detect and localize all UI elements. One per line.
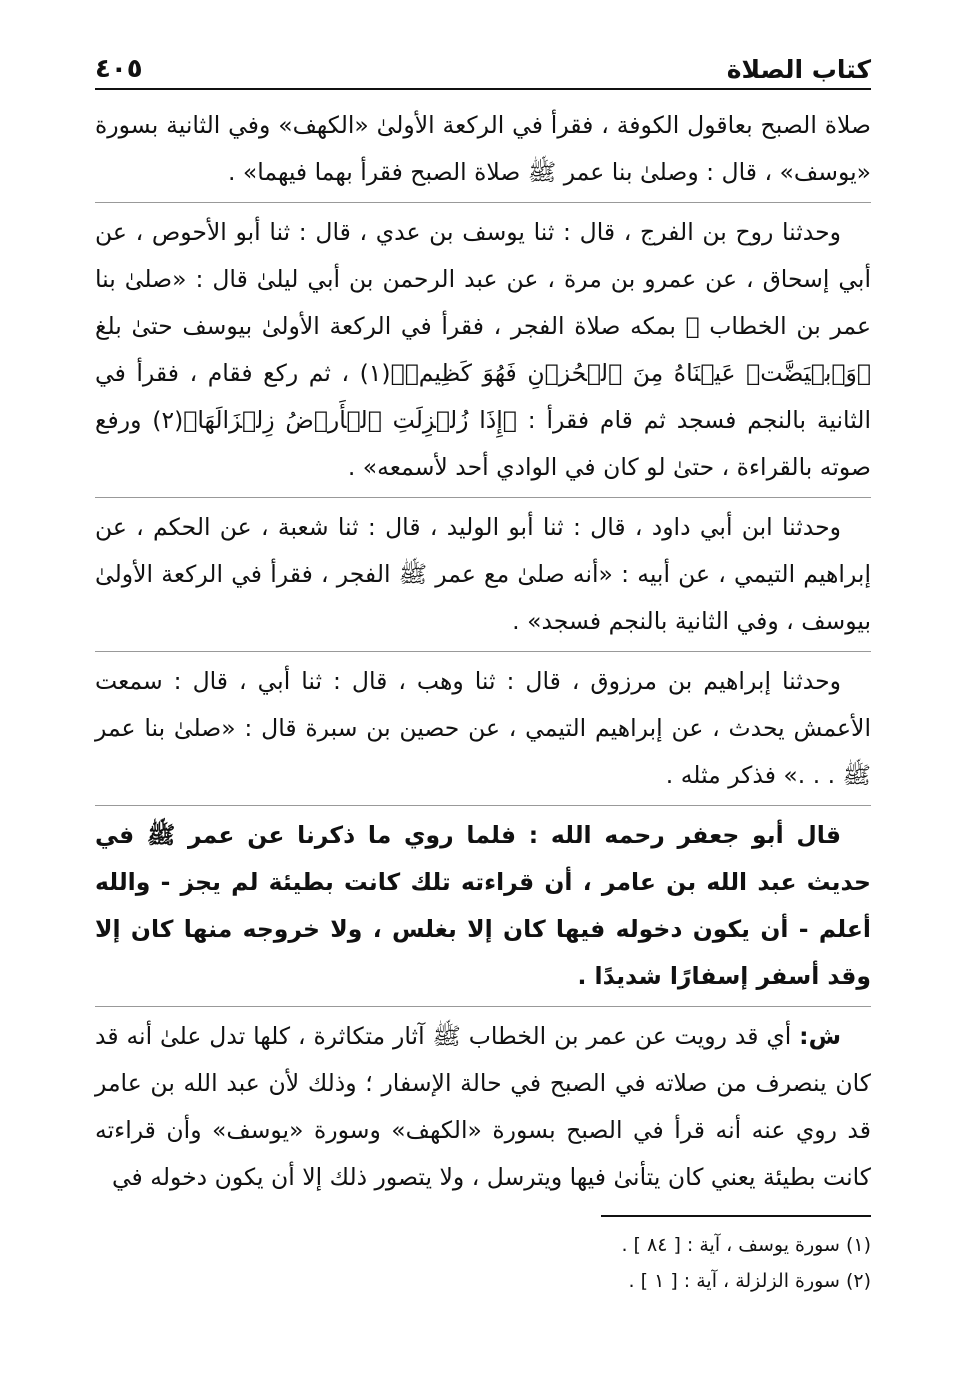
page-number: ٤٠٥ [95, 54, 143, 84]
paragraph-commentary [95, 1006, 871, 1201]
paragraph-hadith-rawh: وحدثنا روح بن الفرج ، قال : ثنا يوسف بن عدي ، قال : ثنا أبو الأحوص ، عن أبي إسحاق ، عن عمرو بن مرة ، عن عبد الرحمن بن أبي ليلىٰ قال : «صلىٰ بنا عمر بن الخطاب ﷺ بمكه صلاة الفجر ، فقرأ في الركعة الأولىٰ بيوسف حتىٰ بلغ ﴿وَٱبۡيَضَّتۡ عَيۡنَاهُ مِنَ ٱلۡحُزۡنِ فَهُوَ كَظِيمٞ﴾(١) ، ثم ركع فقام ، فقرأ في الثانية بالنجم فسجد ثم قام فقرأ : ﴿إِذَا زُلۡزِلَتِ ٱلۡأَرۡضُ زِلۡزَالَهَا﴾(٢) ورفع صوته بالقراءة ، حتىٰ لو كان في الوادي أحد لأسمعه» . [95, 202, 871, 491]
paragraph-hadith-ibrahim: وحدثنا إبراهيم بن مرزوق ، قال : ثنا وهب ، قال : ثنا أبي ، قال : سمعت الأعمش يحدث ، عن إبراهيم التيمي ، عن حصين بن سبرة قال : «صلىٰ بنا عمر ﷺ . . .» فذكر مثله . [95, 651, 871, 799]
footnotes [95, 1227, 871, 1299]
footnote-1: (١) سورة يوسف ، آية : [ ٨٤ ] . [621, 1234, 871, 1256]
footnote-divider [601, 1215, 871, 1217]
book-page [95, 40, 871, 1299]
paragraph-abu-jafar: قال أبو جعفر رحمه الله : فلما روي ما ذكرنا عن عمر ﷺ في حديث عبد الله بن عامر ، أن قراءته تلك كانت بطيئة لم يجز - والله أعلم - أن يكون دخوله فيها كان إلا بغلس ، ولا خروجه منها كان إلا وقد أسفر إسفارًا شديدًا . [95, 805, 871, 1000]
running-title: كتاب الصلاة [726, 55, 871, 84]
commentary-marker: ش: [799, 1022, 841, 1050]
paragraph-continuation: صلاة الصبح بعاقول الكوفة ، فقرأ في الركعة الأولىٰ «الكهف» وفي الثانية بسورة «يوسف» ، قال : وصلىٰ بنا عمر ﷺ صلاة الصبح فقرأ بهما فيهما» . [95, 111, 871, 186]
page-header [95, 40, 871, 90]
page-body [95, 102, 871, 1201]
footnote-2: (٢) سورة الزلزلة ، آية : [ ١ ] . [628, 1270, 871, 1292]
paragraph-hadith-ibn-abi-dawud: وحدثنا ابن أبي داود ، قال : ثنا أبو الوليد ، قال : ثنا شعبة ، عن الحكم ، عن إبراهيم التيمي ، عن أبيه : «أنه صلىٰ مع عمر ﷺ الفجر ، فقرأ في الركعة الأولىٰ بيوسف ، وفي الثانية بالنجم فسجد» . [95, 497, 871, 645]
commentary-text: أي قد رويت عن عمر بن الخطاب ﷺ آثار متكاثرة ، كلها تدل علىٰ أنه قد كان ينصرف من صلاته في الصبح في حالة الإسفار ؛ وذلك لأن عبد الله بن عامر قد روي عنه أنه قرأ في الصبح بسورة «الكهف» وسورة «يوسف» وأن قراءته كانت بطيئة يعني كان يتأنىٰ فيها ويترسل ، ولا يتصور ذلك إلا أن يكون دخوله في [95, 1022, 871, 1191]
